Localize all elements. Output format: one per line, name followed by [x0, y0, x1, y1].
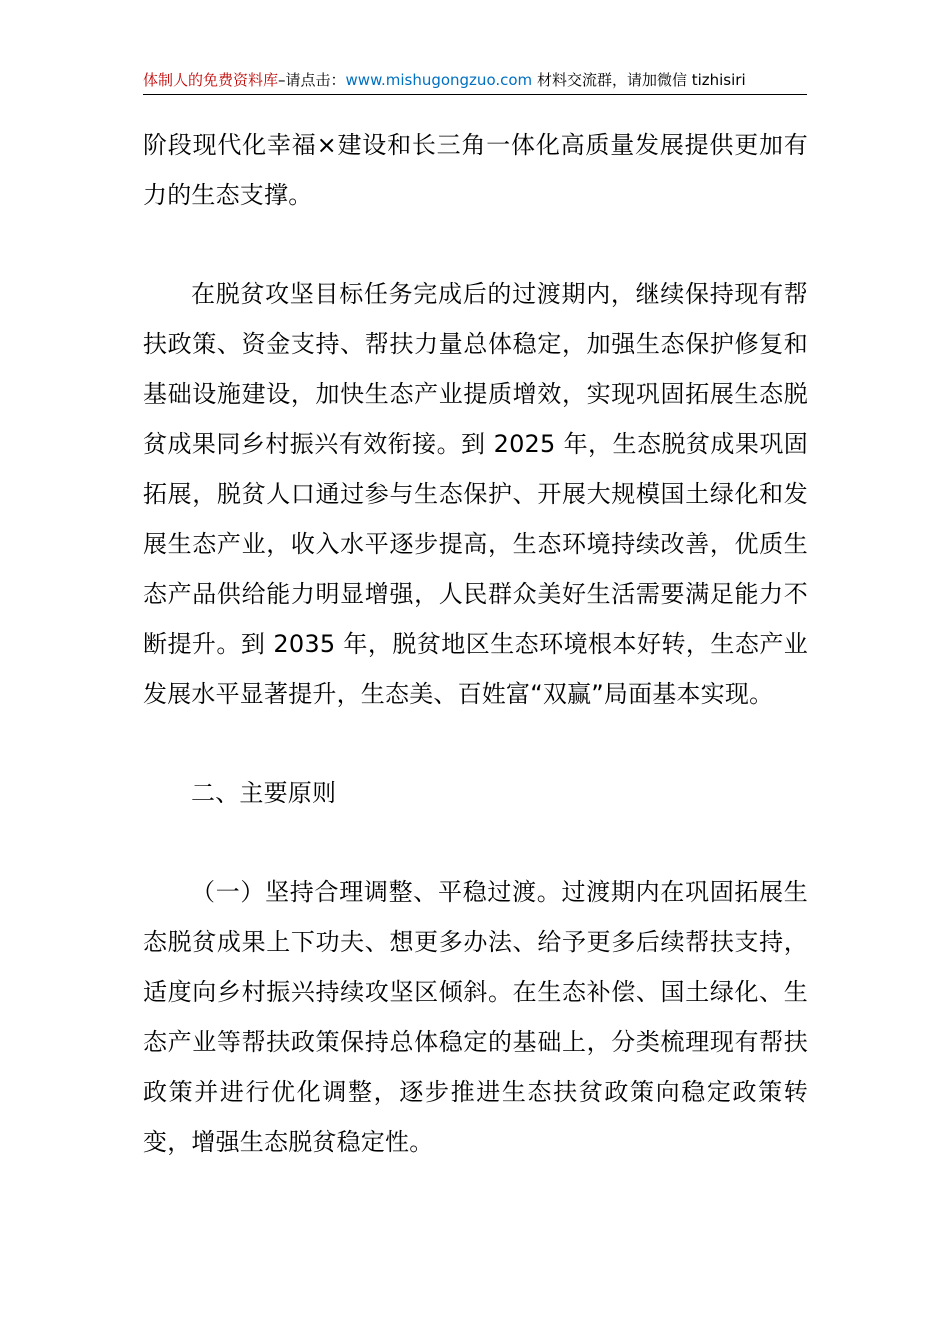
header-brand: 体制人的免费资料库: [143, 71, 279, 89]
header-prompt: –请点击：: [278, 71, 346, 89]
paragraph-principle-one: （一）坚持合理调整、平稳过渡。过渡期内在巩固拓展生态脱贫成果上下功夫、想更多办法、给予更多后续帮扶支持，适度向乡村振兴持续攻坚区倾斜。在生态补偿、国土绿化、生态产业等帮扶政策保持总体稳定的基础上，分类梳理现有帮扶政策并进行优化调整，逐步推进生态扶贫政策向稳定政策转变，增强生态脱贫稳定性。: [143, 878, 808, 1156]
section-heading: 二、主要原则: [191, 779, 337, 807]
paragraph-transition-period: 在脱贫攻坚目标任务完成后的过渡期内，继续保持现有帮扶政策、资金支持、帮扶力量总体稳定，加强生态保护修复和基础设施建设，加快生态产业提质增效，实现巩固拓展生态脱贫成果同乡村振兴有效衔接。到 2025 年，生态脱贫成果巩固拓展，脱贫人口通过参与生态保护、开展大规模国土绿化和发展生态产业，收入水平逐步提高，生态环境持续改善，优质生态产品供给能力明显增强，人民群众美好生活需要满足能力不断提升。到 2035 年，脱贫地区生态环境根本好转，生态产业发展水平显著提升，生态美、百姓富“双赢”局面基本实现。: [143, 280, 808, 708]
header-contact-text: 材料交流群，请加微信 tizhisiri: [532, 71, 746, 89]
paragraph-continuation: 阶段现代化幸福×建设和长三角一体化高质量发展提供更加有力的生态支撑。: [143, 131, 808, 209]
paragraph-spacer: [143, 719, 808, 768]
header-url-link[interactable]: www.mishugongzuo.com: [345, 71, 533, 89]
paragraph-spacer: [143, 818, 808, 867]
paragraph-spacer: [143, 220, 808, 269]
page-header: [143, 68, 807, 95]
document-body: [143, 120, 808, 1167]
